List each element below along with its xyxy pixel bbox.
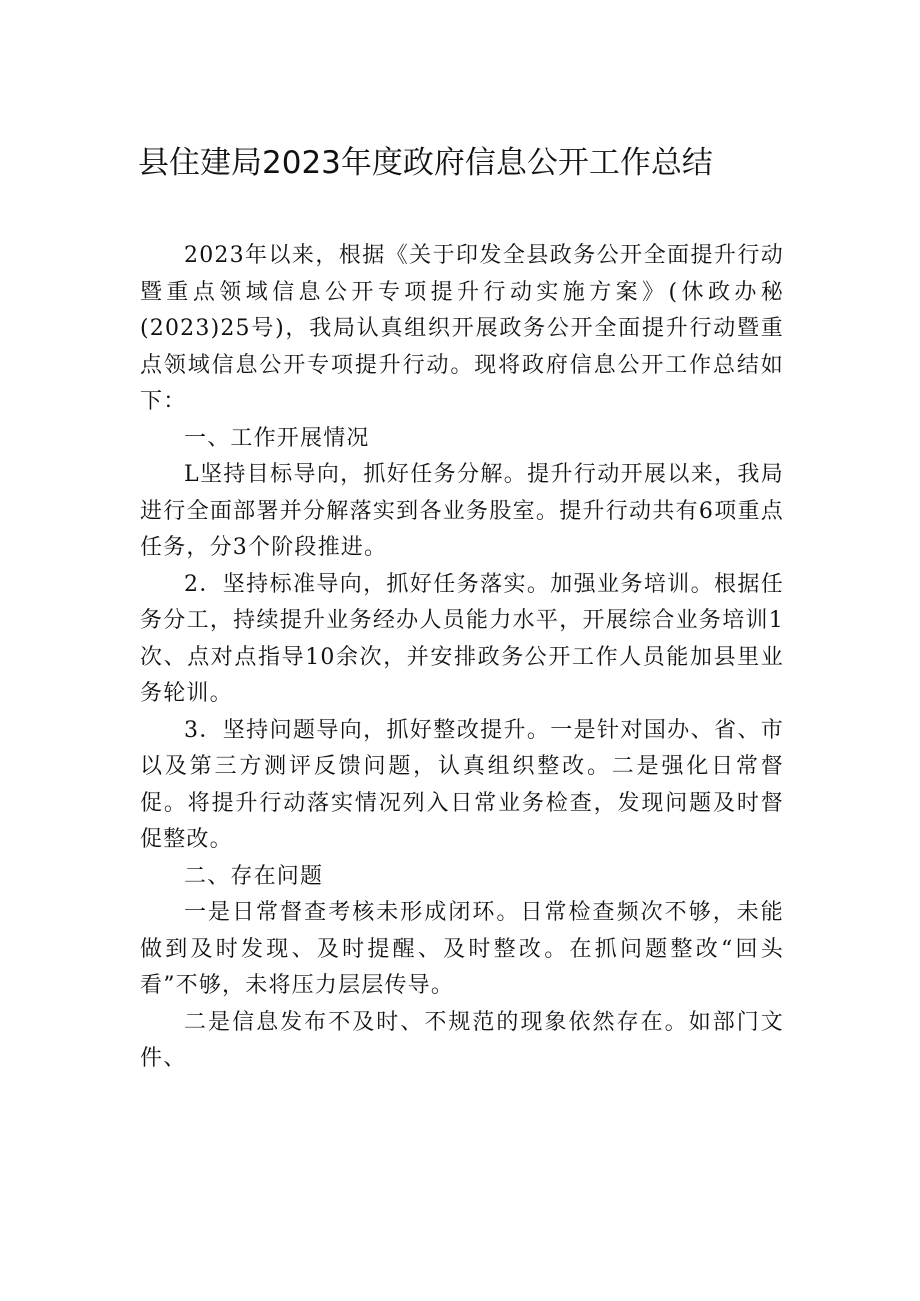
document-title: 县住建局2023年度政府信息公开工作总结 xyxy=(138,145,713,181)
document-body xyxy=(140,238,784,1078)
intro-paragraph: 2023年以来，根据《关于印发全县政务公开全面提升行动暨重点领域信息公开专项提升行动实施方案》(休政办秘(2023)25号)，我局认真组织开展政务公开全面提升行动暨重点领域信息公开专项提升行动。现将政府信息公开工作总结如下： xyxy=(140,243,784,414)
section-heading-work: 一、工作开展情况 xyxy=(184,425,370,451)
section-heading-problems: 二、存在问题 xyxy=(184,863,324,889)
problem-1-paragraph: 一是日常督查考核未形成闭环。日常检查频次不够，未能做到及时发现、及时提醒、及时整改。在抓问题整改“回头看”不够，未将压力层层传导。 xyxy=(140,900,784,998)
work-item-1-paragraph: L坚持目标导向，抓好任务分解。提升行动开展以来，我局进行全面部署并分解落实到各业务股室。提升行动共有6项重点任务，分3个阶段推进。 xyxy=(140,462,784,560)
work-item-3-paragraph: 3．坚持问题导向，抓好整改提升。一是针对国办、省、市以及第三方测评反馈问题，认真组织整改。二是强化日常督促。将提升行动落实情况列入日常业务检查，发现问题及时督促整改。 xyxy=(140,717,784,852)
problem-2-paragraph: 二是信息发布不及时、不规范的现象依然存在。如部门文件、 xyxy=(140,1009,784,1071)
work-item-2-paragraph: 2．坚持标准导向，抓好任务落实。加强业务培训。根据任务分工，持续提升业务经办人员能力水平，开展综合业务培训1次、点对点指导10余次，并安排政务公开工作人员能加县里业务轮训。 xyxy=(140,571,784,706)
